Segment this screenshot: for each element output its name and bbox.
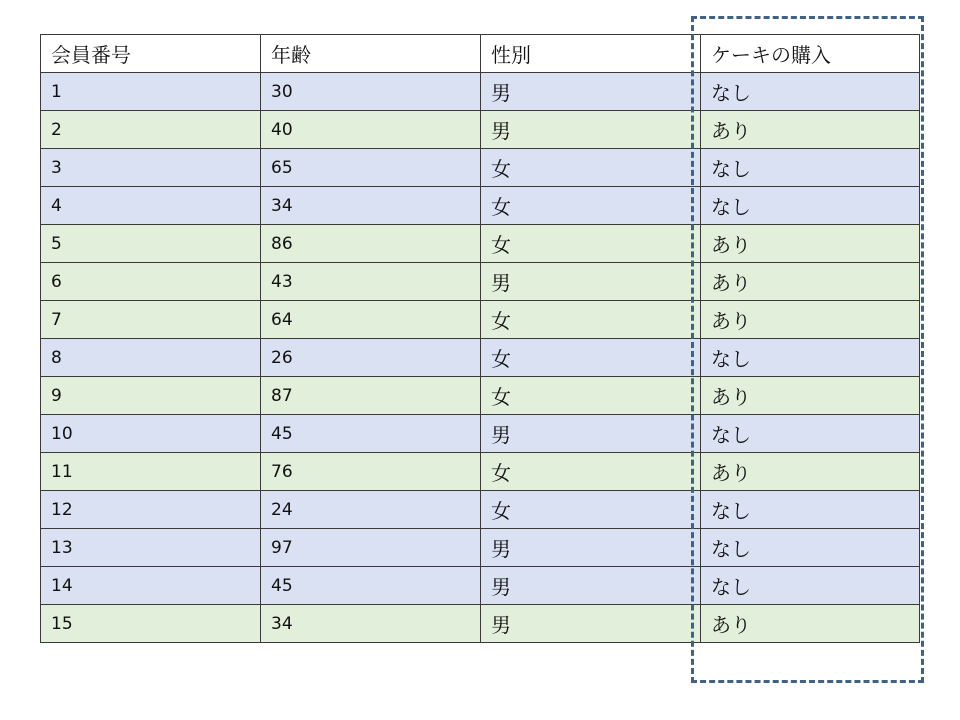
- cell-member-id: 12: [41, 491, 261, 529]
- table-row: [41, 111, 920, 149]
- cell-age: 24: [261, 491, 481, 529]
- cell-sex: 男: [481, 567, 701, 605]
- cell-member-id: 4: [41, 187, 261, 225]
- table-row: [41, 263, 920, 301]
- cell-member-id: 8: [41, 339, 261, 377]
- cell-age: 30: [261, 73, 481, 111]
- cell-sex: 女: [481, 453, 701, 491]
- cell-sex: 男: [481, 529, 701, 567]
- cell-member-id: 11: [41, 453, 261, 491]
- cell-age: 45: [261, 415, 481, 453]
- cell-age: 86: [261, 225, 481, 263]
- cell-age: 34: [261, 605, 481, 643]
- cell-sex: 男: [481, 605, 701, 643]
- cell-age: 34: [261, 187, 481, 225]
- cell-cake-purchase: あり: [701, 301, 920, 339]
- header-sex: 性別: [481, 35, 701, 73]
- table-row: [41, 415, 920, 453]
- header-row: [41, 35, 920, 73]
- table-row: [41, 453, 920, 491]
- cell-age: 65: [261, 149, 481, 187]
- cell-sex: 女: [481, 377, 701, 415]
- table-row: [41, 529, 920, 567]
- cell-sex: 男: [481, 73, 701, 111]
- cell-sex: 男: [481, 111, 701, 149]
- cell-member-id: 7: [41, 301, 261, 339]
- cell-sex: 女: [481, 225, 701, 263]
- cell-member-id: 13: [41, 529, 261, 567]
- cell-cake-purchase: なし: [701, 415, 920, 453]
- cell-sex: 女: [481, 339, 701, 377]
- cell-age: 45: [261, 567, 481, 605]
- cell-member-id: 3: [41, 149, 261, 187]
- cell-sex: 女: [481, 491, 701, 529]
- cell-cake-purchase: あり: [701, 453, 920, 491]
- cell-member-id: 10: [41, 415, 261, 453]
- cell-age: 43: [261, 263, 481, 301]
- cell-age: 87: [261, 377, 481, 415]
- cell-cake-purchase: あり: [701, 377, 920, 415]
- cell-cake-purchase: なし: [701, 73, 920, 111]
- cell-cake-purchase: なし: [701, 187, 920, 225]
- cell-age: 64: [261, 301, 481, 339]
- table-row: [41, 225, 920, 263]
- header-cake-purchase: ケーキの購入: [701, 35, 920, 73]
- table-row: [41, 605, 920, 643]
- cell-member-id: 9: [41, 377, 261, 415]
- table-row: [41, 187, 920, 225]
- cell-sex: 女: [481, 301, 701, 339]
- cell-member-id: 1: [41, 73, 261, 111]
- table-row: [41, 73, 920, 111]
- table-row: [41, 567, 920, 605]
- cell-cake-purchase: あり: [701, 111, 920, 149]
- cell-member-id: 15: [41, 605, 261, 643]
- table-row: [41, 149, 920, 187]
- cell-member-id: 14: [41, 567, 261, 605]
- cell-age: 76: [261, 453, 481, 491]
- cell-sex: 女: [481, 149, 701, 187]
- cell-cake-purchase: あり: [701, 605, 920, 643]
- cell-cake-purchase: なし: [701, 149, 920, 187]
- table-row: [41, 491, 920, 529]
- cell-sex: 男: [481, 263, 701, 301]
- header-age: 年齢: [261, 35, 481, 73]
- cell-age: 97: [261, 529, 481, 567]
- table-row: [41, 339, 920, 377]
- cell-cake-purchase: なし: [701, 491, 920, 529]
- table-body: [41, 73, 920, 643]
- cell-member-id: 5: [41, 225, 261, 263]
- cell-member-id: 6: [41, 263, 261, 301]
- cell-sex: 女: [481, 187, 701, 225]
- cell-cake-purchase: なし: [701, 339, 920, 377]
- header-member-id: 会員番号: [41, 35, 261, 73]
- table-header: [41, 35, 920, 73]
- cell-cake-purchase: なし: [701, 567, 920, 605]
- cell-member-id: 2: [41, 111, 261, 149]
- member-table: [40, 34, 920, 643]
- cell-age: 26: [261, 339, 481, 377]
- cell-cake-purchase: あり: [701, 263, 920, 301]
- cell-sex: 男: [481, 415, 701, 453]
- cell-cake-purchase: なし: [701, 529, 920, 567]
- cell-age: 40: [261, 111, 481, 149]
- cell-cake-purchase: あり: [701, 225, 920, 263]
- table-row: [41, 301, 920, 339]
- table-row: [41, 377, 920, 415]
